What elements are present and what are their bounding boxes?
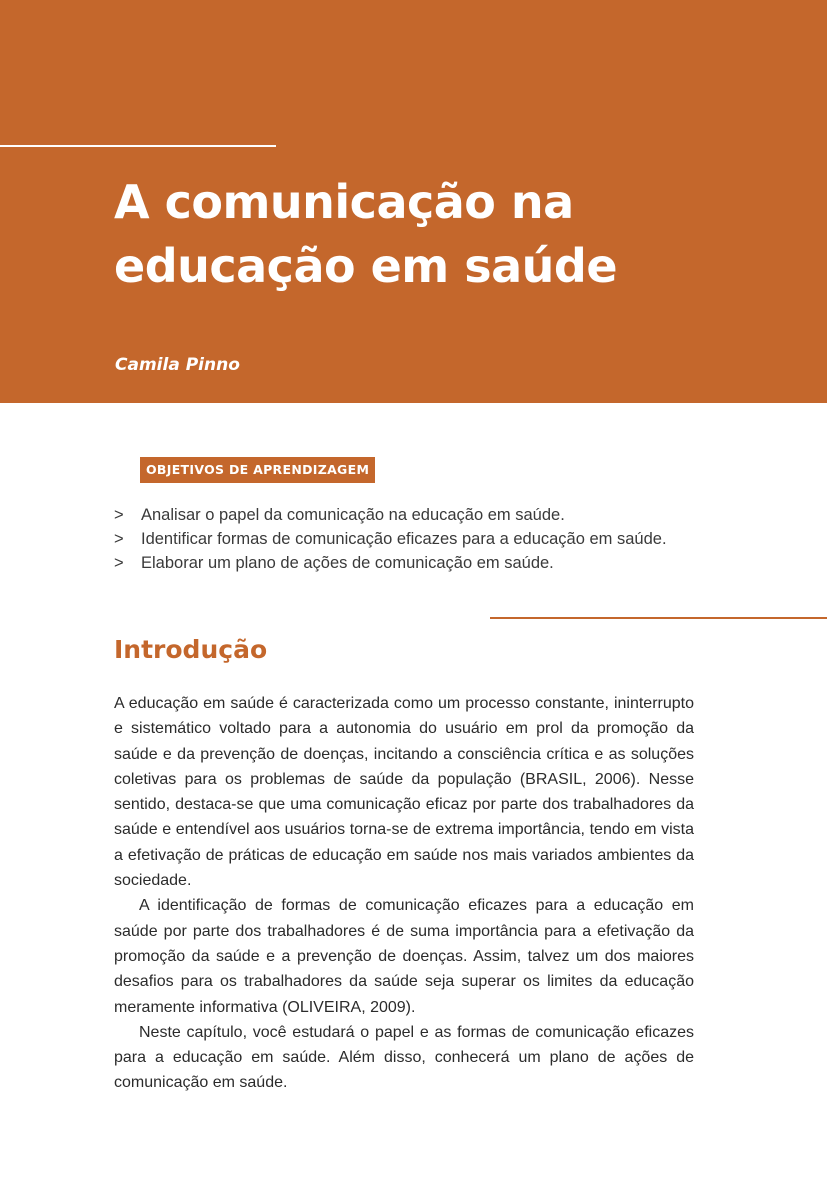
chapter-banner: [0, 0, 827, 403]
bullet-marker: >: [114, 554, 124, 572]
introduction-body: [114, 691, 694, 1096]
chapter-title-line-1: A comunicação na: [114, 175, 574, 229]
objective-text: Analisar o papel da comunicação na educação em saúde.: [141, 506, 565, 524]
body-paragraph: Neste capítulo, você estudará o papel e as formas de comunicação eficazes para a educação em saúde. Além disso, conhecerá um plano de ações de comunicação em saúde.: [114, 1023, 694, 1092]
list-item: [114, 527, 667, 551]
section-divider: [490, 617, 827, 619]
list-item: [114, 503, 667, 527]
body-paragraph: A identificação de formas de comunicação eficazes para a educação em saúde por parte dos trabalhadores é de suma importância para a efetivação da promoção da saúde e a prevenção de doenças. Assim, talvez um dos maiores desafios para os trabalhadores da saúde seja superar os limites da educação meramente informativa (OLIVEIRA, 2009).: [114, 897, 694, 1016]
section-heading: Introdução: [114, 635, 268, 664]
bullet-marker: >: [114, 530, 124, 548]
objective-text: Identificar formas de comunicação eficazes para a educação em saúde.: [141, 530, 667, 548]
objectives-list: [114, 503, 667, 575]
author-name: Camila Pinno: [115, 355, 240, 375]
chapter-title: [114, 170, 794, 298]
objectives-label: OBJETIVOS DE APRENDIZAGEM: [140, 457, 375, 483]
bullet-marker: >: [114, 506, 124, 524]
chapter-title-line-2: educação em saúde: [114, 239, 618, 293]
objective-text: Elaborar um plano de ações de comunicação em saúde.: [141, 554, 554, 572]
body-paragraph: A educação em saúde é caracterizada como um processo constante, ininterrupto e sistemático voltado para a autonomia do usuário em prol da promoção da saúde e da prevenção de doenças, incitando a consciência crítica e as soluções coletivas para os problemas de saúde da população (BRASIL, 2006). Nesse sentido, destaca-se que uma comunicação eficaz por parte dos trabalhadores da saúde e entendível aos usuários torna-se de extrema importância, tendo em vista a efetivação de práticas de educação em saúde nos mais variados ambientes da sociedade.: [114, 695, 694, 890]
banner-divider: [0, 145, 276, 147]
list-item: [114, 551, 667, 575]
